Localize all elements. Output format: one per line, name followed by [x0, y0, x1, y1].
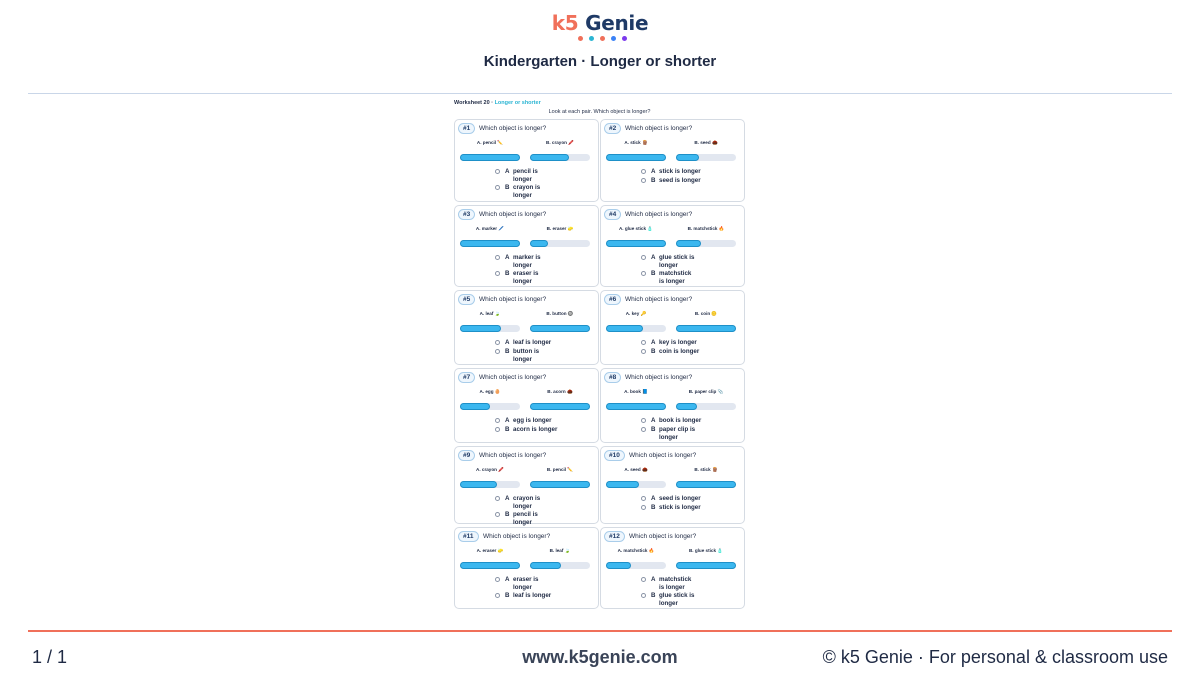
answer-option-a[interactable] — [495, 576, 551, 591]
option-letter: B — [651, 592, 656, 599]
length-bar-track-b — [676, 403, 736, 410]
length-bar-b — [530, 325, 590, 332]
answer-option-b[interactable] — [495, 184, 551, 199]
option-letter: B — [651, 426, 656, 433]
question-text: Which object is longer? — [483, 533, 551, 540]
length-bar-track-a — [606, 240, 666, 247]
radio-button[interactable] — [641, 427, 646, 432]
answer-option-a[interactable] — [495, 417, 565, 425]
option-letter: B — [505, 348, 510, 355]
answer-option-a[interactable] — [641, 495, 711, 503]
object-label-b: B. coin 🪙 — [694, 311, 718, 316]
length-bar-a — [460, 240, 520, 247]
option-letter: B — [651, 270, 656, 277]
object-label-a: A. eraser 🧽 — [476, 548, 504, 553]
problem-card — [454, 119, 599, 202]
length-bar-track-b — [530, 403, 590, 410]
header-divider — [28, 93, 1172, 94]
length-bar-a — [606, 562, 631, 569]
option-text: button is longer — [513, 348, 540, 363]
logo-k5-text: k5 — [551, 11, 579, 35]
option-text: paper clip is longer — [659, 426, 696, 441]
problem-number-badge: #8 — [604, 372, 621, 383]
object-label-a: A. marker 🖊️ — [475, 226, 505, 231]
answer-option-a[interactable] — [641, 168, 711, 176]
length-bar-b — [530, 403, 590, 410]
object-label-a: A. stick 🪵 — [624, 140, 648, 145]
worksheet-topic: Longer or shorter — [494, 100, 541, 106]
problem-number-badge: #2 — [604, 123, 621, 134]
radio-button[interactable] — [641, 593, 646, 598]
length-bar-track-b — [676, 481, 736, 488]
option-text: crayon is longer — [513, 184, 541, 199]
radio-button[interactable] — [641, 577, 646, 582]
option-letter: A — [505, 417, 510, 424]
problem-number-badge: #7 — [458, 372, 475, 383]
worksheet-number: Worksheet 20 · — [454, 100, 494, 106]
answer-option-b[interactable] — [495, 511, 551, 526]
answer-option-b[interactable] — [495, 348, 551, 363]
radio-button[interactable] — [495, 255, 500, 260]
footer-divider — [28, 630, 1172, 632]
option-text: pencil is longer — [513, 168, 538, 183]
object-label-b: B. eraser 🧽 — [546, 226, 574, 231]
object-label-a: A. crayon 🖍️ — [476, 467, 504, 472]
problem-card — [454, 368, 599, 443]
option-text: book is longer — [659, 417, 702, 424]
problem-card — [454, 527, 599, 609]
problem-number-badge: #11 — [458, 531, 479, 542]
option-text: seed is longer — [659, 177, 701, 184]
question-text: Which object is longer? — [479, 374, 547, 381]
option-letter: A — [651, 168, 656, 175]
option-letter: B — [651, 177, 656, 184]
option-letter: B — [651, 504, 656, 511]
radio-button[interactable] — [641, 255, 646, 260]
object-label-a: A. book 📘 — [624, 389, 648, 394]
radio-button[interactable] — [641, 349, 646, 354]
answer-option-a[interactable] — [641, 417, 711, 425]
question-text: Which object is longer? — [625, 211, 693, 218]
option-letter: A — [651, 495, 656, 502]
problem-number-badge: #6 — [604, 294, 621, 305]
logo-dot — [622, 36, 627, 41]
option-letter: A — [505, 339, 510, 346]
length-bar-a — [460, 562, 520, 569]
radio-button[interactable] — [641, 178, 646, 183]
answer-option-a[interactable] — [641, 339, 711, 347]
option-letter: A — [505, 168, 510, 175]
option-text: leaf is longer — [513, 339, 552, 346]
option-text: eraser is longer — [513, 270, 539, 285]
problem-number-badge: #1 — [458, 123, 475, 134]
object-label-b: B. matchstick 🔥 — [687, 226, 725, 231]
length-bar-track-b — [676, 325, 736, 332]
problem-number-badge: #9 — [458, 450, 475, 461]
length-bar-track-a — [460, 481, 520, 488]
problem-number-badge: #12 — [604, 531, 625, 542]
radio-button[interactable] — [641, 340, 646, 345]
radio-button[interactable] — [641, 496, 646, 501]
length-bar-track-a — [460, 403, 520, 410]
length-bar-track-b — [530, 154, 590, 161]
problem-number-badge: #4 — [604, 209, 621, 220]
length-bar-a — [606, 325, 643, 332]
option-text: glue stick is longer — [659, 592, 695, 607]
object-label-a: A. pencil ✏️ — [476, 140, 504, 145]
question-text: Which object is longer? — [629, 452, 697, 459]
radio-button[interactable] — [495, 593, 500, 598]
length-bar-track-a — [606, 562, 666, 569]
answer-option-b[interactable] — [641, 592, 697, 607]
radio-button[interactable] — [495, 271, 500, 276]
object-label-b: B. crayon 🖍️ — [546, 140, 574, 145]
logo-dot — [589, 36, 594, 41]
length-bar-b — [676, 325, 736, 332]
length-bar-a — [606, 154, 666, 161]
object-label-b: B. glue stick 🧴 — [688, 548, 724, 553]
option-text: matchstick is longer — [659, 576, 692, 591]
length-bar-a — [460, 403, 490, 410]
problem-card — [600, 205, 745, 287]
object-label-a: A. leaf 🍃 — [479, 311, 501, 316]
length-bar-track-b — [530, 481, 590, 488]
option-letter: B — [505, 592, 510, 599]
problem-card — [454, 446, 599, 524]
option-letter: A — [651, 254, 656, 261]
answer-option-b[interactable] — [641, 177, 711, 185]
worksheet-heading — [454, 100, 541, 106]
answer-option-b[interactable] — [641, 426, 697, 441]
radio-button[interactable] — [495, 512, 500, 517]
problem-number-badge: #10 — [604, 450, 625, 461]
option-text: eraser is longer — [513, 576, 539, 591]
site-url[interactable]: www.k5genie.com — [522, 647, 678, 667]
length-bar-a — [460, 154, 520, 161]
copyright-text: © k5 Genie · For personal & classroom use — [822, 647, 1168, 667]
option-letter: B — [505, 184, 510, 191]
answer-option-b[interactable] — [495, 270, 551, 285]
length-bar-track-b — [530, 240, 590, 247]
option-letter: A — [505, 576, 510, 583]
length-bar-a — [606, 240, 666, 247]
length-bar-track-a — [460, 325, 520, 332]
option-text: stick is longer — [659, 168, 701, 175]
object-label-b: B. seed 🌰 — [694, 140, 718, 145]
length-bar-a — [460, 481, 497, 488]
object-label-b: B. button 🔘 — [546, 311, 574, 316]
object-label-a: A. seed 🌰 — [624, 467, 648, 472]
object-label-a: A. glue stick 🧴 — [618, 226, 654, 231]
option-text: acorn is longer — [513, 426, 558, 433]
question-text: Which object is longer? — [479, 296, 547, 303]
answer-option-a[interactable] — [495, 168, 551, 183]
page-title: Kindergarten · Longer or shorter — [483, 53, 717, 70]
option-letter: A — [505, 495, 510, 502]
option-text: key is longer — [659, 339, 697, 346]
option-letter: A — [505, 254, 510, 261]
question-text: Which object is longer? — [479, 452, 547, 459]
length-bar-b — [530, 240, 548, 247]
option-text: seed is longer — [659, 495, 701, 502]
length-bar-a — [606, 481, 639, 488]
answer-option-a[interactable] — [495, 495, 551, 510]
option-text: pencil is longer — [513, 511, 538, 526]
length-bar-track-b — [530, 325, 590, 332]
question-text: Which object is longer? — [479, 211, 547, 218]
radio-button[interactable] — [495, 349, 500, 354]
length-bar-track-a — [606, 481, 666, 488]
option-letter: A — [651, 576, 656, 583]
radio-button[interactable] — [495, 427, 500, 432]
answer-option-b[interactable] — [495, 426, 565, 434]
option-letter: B — [505, 426, 510, 433]
answer-option-b[interactable] — [641, 348, 711, 356]
radio-button[interactable] — [641, 169, 646, 174]
length-bar-track-a — [606, 325, 666, 332]
radio-button[interactable] — [495, 340, 500, 345]
question-text: Which object is longer? — [625, 296, 693, 303]
option-text: coin is longer — [659, 348, 700, 355]
option-text: stick is longer — [659, 504, 701, 511]
object-label-a: A. key 🔑 — [625, 311, 647, 316]
radio-button[interactable] — [495, 496, 500, 501]
problem-card — [600, 368, 745, 443]
logo-dot — [611, 36, 616, 41]
object-label-a: A. matchstick 🔥 — [617, 548, 655, 553]
radio-button[interactable] — [495, 418, 500, 423]
length-bar-track-b — [676, 240, 736, 247]
length-bar-track-b — [530, 562, 590, 569]
length-bar-b — [676, 403, 697, 410]
k5-genie-logo — [0, 11, 1200, 35]
radio-button[interactable] — [641, 505, 646, 510]
problem-card — [600, 446, 745, 524]
length-bar-b — [676, 154, 699, 161]
answer-option-a[interactable] — [641, 254, 697, 269]
length-bar-track-b — [676, 154, 736, 161]
length-bar-a — [460, 325, 501, 332]
option-text: crayon is longer — [513, 495, 541, 510]
option-text: egg is longer — [513, 417, 552, 424]
length-bar-b — [530, 481, 590, 488]
option-text: matchstick is longer — [659, 270, 692, 285]
object-label-b: B. pencil ✏️ — [546, 467, 574, 472]
problem-card — [600, 119, 745, 202]
object-label-b: B. paper clip 📎 — [688, 389, 724, 394]
length-bar-track-a — [460, 562, 520, 569]
answer-option-a[interactable] — [495, 339, 565, 347]
logo-dots — [578, 36, 627, 41]
answer-option-b[interactable] — [641, 504, 711, 512]
logo-dot — [600, 36, 605, 41]
radio-button[interactable] — [495, 185, 500, 190]
answer-option-a[interactable] — [495, 254, 551, 269]
length-bar-b — [530, 154, 569, 161]
question-text: Which object is longer? — [629, 533, 697, 540]
logo-dot — [578, 36, 583, 41]
answer-option-b[interactable] — [641, 270, 697, 285]
object-label-b: B. leaf 🍃 — [549, 548, 571, 553]
length-bar-track-a — [460, 240, 520, 247]
object-label-b: B. stick 🪵 — [694, 467, 718, 472]
problem-number-badge: #5 — [458, 294, 475, 305]
length-bar-track-b — [676, 562, 736, 569]
radio-button[interactable] — [641, 418, 646, 423]
logo-genie-text: Genie — [585, 11, 649, 35]
option-letter: B — [505, 511, 510, 518]
option-letter: A — [651, 339, 656, 346]
radio-button[interactable] — [495, 169, 500, 174]
length-bar-b — [676, 481, 736, 488]
option-text: marker is longer — [513, 254, 541, 269]
option-letter: B — [505, 270, 510, 277]
question-text: Which object is longer? — [625, 125, 693, 132]
length-bar-a — [606, 403, 666, 410]
radio-button[interactable] — [641, 271, 646, 276]
length-bar-b — [676, 562, 736, 569]
answer-option-a[interactable] — [641, 576, 697, 591]
option-letter: B — [651, 348, 656, 355]
problem-card — [454, 290, 599, 365]
question-text: Which object is longer? — [479, 125, 547, 132]
option-text: glue stick is longer — [659, 254, 695, 269]
question-text: Which object is longer? — [625, 374, 693, 381]
problem-card — [600, 290, 745, 365]
option-text: leaf is longer — [513, 592, 552, 599]
object-label-a: A. egg 🥚 — [479, 389, 501, 394]
object-label-b: B. acorn 🌰 — [547, 389, 573, 394]
length-bar-b — [530, 562, 561, 569]
worksheet-instructions: Look at each pair. Which object is longer? — [548, 109, 651, 115]
option-letter: A — [651, 417, 656, 424]
page-counter: 1 / 1 — [32, 647, 68, 667]
length-bar-b — [676, 240, 701, 247]
problem-number-badge: #3 — [458, 209, 475, 220]
length-bar-track-a — [606, 154, 666, 161]
radio-button[interactable] — [495, 577, 500, 582]
answer-option-b[interactable] — [495, 592, 565, 600]
problem-card — [454, 205, 599, 287]
length-bar-track-a — [606, 403, 666, 410]
length-bar-track-a — [460, 154, 520, 161]
problem-card — [600, 527, 745, 609]
